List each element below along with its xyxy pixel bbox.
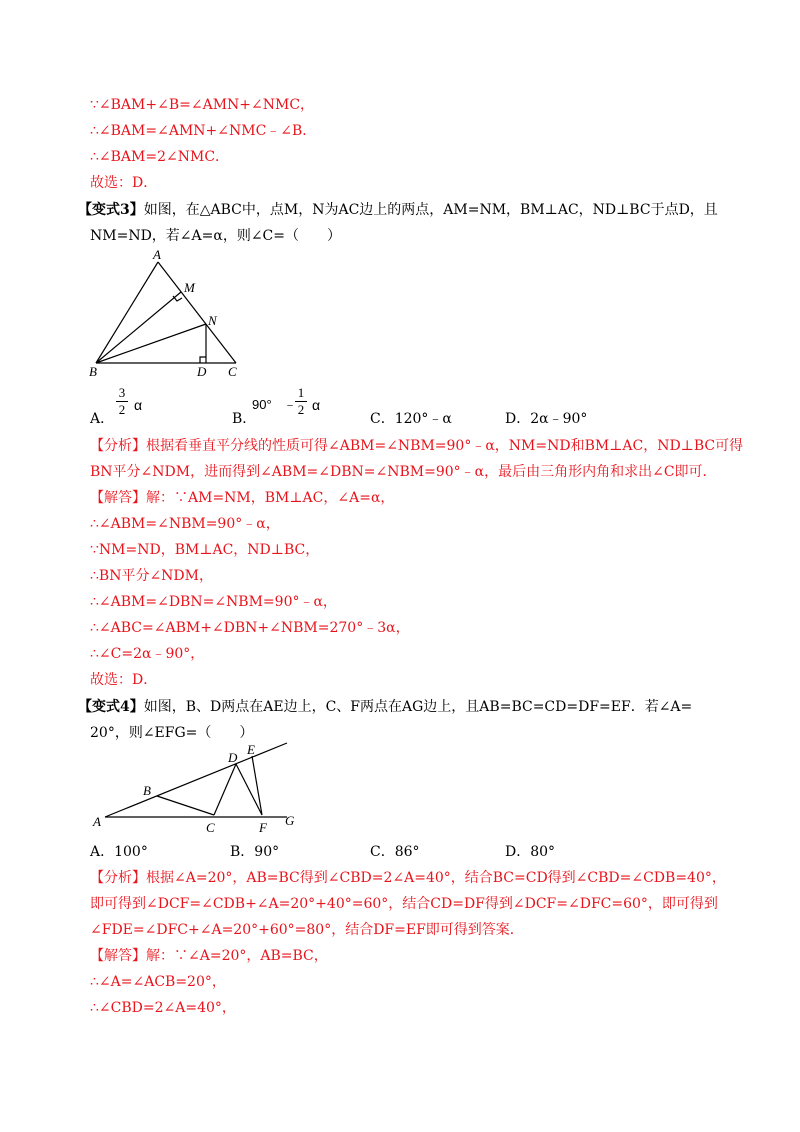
option-a-var: α	[134, 397, 143, 413]
option-a-denominator: 2	[116, 401, 128, 418]
label-B: B	[89, 364, 97, 379]
option-b-var: α	[312, 397, 321, 413]
option-d: D．80°	[505, 844, 556, 860]
variant4-heading: 【变式4】	[78, 699, 144, 715]
label-C: C	[206, 820, 215, 835]
variant4-analysis-line1: 【分析】根据∠A=20°，AB=BC得到∠CBD=2∠A=40°，结合BC=CD得到∠CBD=∠CDB=40°，	[90, 870, 726, 886]
variant3-answer-line: 【解答】解：∵AM=NM，BM⊥AC，∠A=α，	[90, 490, 395, 506]
option-b-denominator: 2	[295, 401, 307, 418]
variant4-answer-line: 【解答】解：∵∠A=20°，AB=BC，	[90, 948, 328, 964]
option-b-degree: 90°	[252, 397, 272, 412]
option-b-minus: ﹣	[283, 397, 297, 413]
variant4-answer-line: ∴∠CBD=2∠A=40°，	[90, 1000, 236, 1016]
label-B: B	[143, 783, 151, 798]
variant3-question-line2: NM=ND，若∠A=α，则∠C=（ ）	[90, 228, 341, 244]
variant4-analysis-line2: 即可得到∠DCF=∠CDB+∠A=20°+40°=60°，结合CD=DF得到∠DCF=∠DFC=60°，即可得到	[90, 896, 718, 912]
option-b-fraction	[295, 385, 307, 418]
variant4-analysis-line3: ∠FDE=∠DFC+∠A=20°+60°=80°，结合DF=EF即可得到答案．	[90, 922, 524, 938]
variant3-analysis-line2: BN平分∠NDM，进而得到∠ABM=∠DBN=∠NBM=90°﹣α，最后由三角形内角和求出∠C即可．	[90, 464, 717, 480]
variant3-answer-line: 故选：D．	[90, 672, 158, 688]
variant3-answer-line: ∵NM=ND，BM⊥AC，ND⊥BC，	[90, 542, 320, 558]
label-N: N	[208, 313, 217, 328]
label-D: D	[197, 364, 207, 379]
variant4-question-line1: 如图，B、D两点在AE边上，C、F两点在AG边上，且AB=BC=CD=DF=EF．若∠A=	[143, 699, 693, 715]
solution-line: 故选：D．	[90, 175, 158, 191]
label-A: A	[153, 247, 161, 262]
option-b-numerator: 1	[297, 385, 305, 400]
variant4-answer-line: ∴∠A=∠ACB=20°，	[90, 974, 226, 990]
variant4-question-line2: 20°，则∠EFG=（ ）	[90, 725, 254, 741]
variant3-analysis-line1: 【分析】根据看垂直平分线的性质可得∠ABM=∠NBM=90°﹣α，NM=ND和BM⊥AC，ND⊥BC可得	[90, 438, 744, 454]
option-c: C．86°	[370, 844, 420, 860]
variant3-heading: 【变式3】	[78, 202, 144, 218]
solution-line: ∴∠BAM=∠AMN+∠NMC﹣∠B．	[90, 123, 317, 139]
variant4-question	[78, 697, 692, 717]
option-b: B．90°	[230, 844, 280, 860]
variant3-answer-line: ∴∠ABM=∠DBN=∠NBM=90°﹣α，	[90, 594, 337, 610]
angle-chain-lines	[105, 743, 287, 817]
variant3-answer-line: ∴∠C=2α﹣90°，	[90, 646, 205, 662]
label-C: C	[228, 364, 237, 379]
variant3-question	[78, 200, 718, 220]
variant3-answer-line: ∴∠ABM=∠NBM=90°﹣α，	[90, 516, 280, 532]
option-a-fraction	[116, 385, 128, 418]
variant3-answer-line: ∴∠ABC=∠ABM+∠DBN+∠NBM=270°﹣3α，	[90, 620, 410, 636]
solution-line: ∵∠BAM+∠B=∠AMN+∠NMC，	[90, 97, 315, 113]
option-a-label: A．	[90, 411, 115, 427]
option-c: C．120°﹣α	[370, 411, 452, 427]
label-F: F	[259, 820, 267, 835]
option-a-numerator: 3	[118, 385, 126, 400]
option-b-label: B．	[232, 411, 257, 427]
triangle-abc-figure	[85, 245, 250, 380]
option-d: D．2α﹣90°	[505, 411, 588, 427]
label-D: D	[228, 750, 238, 765]
solution-line: ∴∠BAM=2∠NMC．	[90, 149, 230, 165]
variant3-answer-line: ∴BN平分∠NDM，	[90, 568, 213, 584]
variant3-question-line1: 如图，在△ABC中，点M，N为AC边上的两点，AM=NM，BM⊥AC，ND⊥BC于点D，且	[143, 202, 718, 218]
label-G: G	[285, 813, 295, 828]
label-A: A	[93, 814, 101, 829]
label-E: E	[247, 742, 255, 757]
label-M: M	[184, 280, 195, 295]
option-a: A．100°	[90, 844, 148, 860]
angle-chain-figure	[85, 738, 310, 838]
